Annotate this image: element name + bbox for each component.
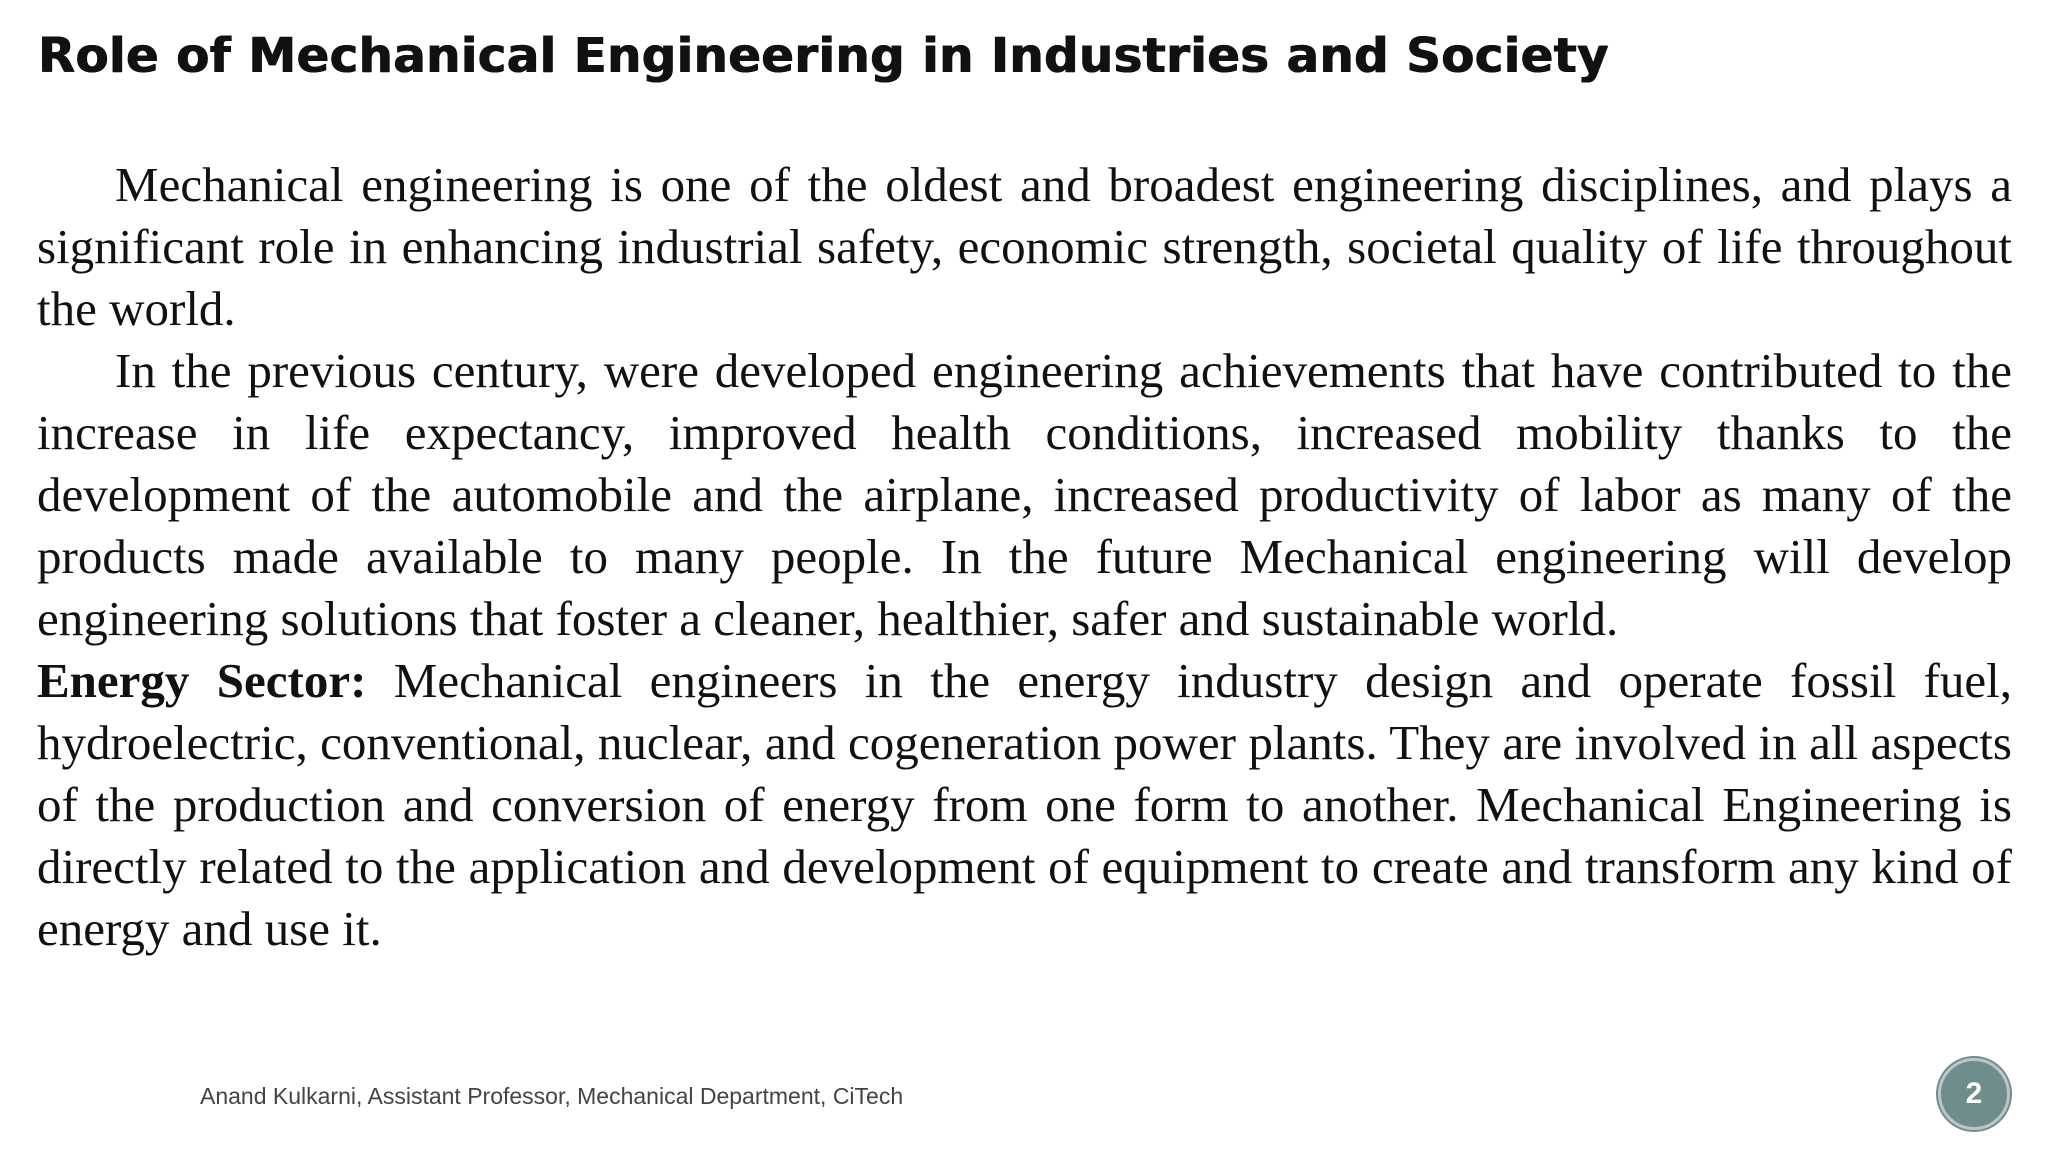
slide-title: Role of Mechanical Engineering in Industries and Society bbox=[38, 28, 1609, 84]
energy-sector-label: Energy Sector: bbox=[37, 653, 367, 708]
paragraph-previous-century: In the previous century, were developed engineering achievements that have contributed to the increase in life expectancy, improved health conditions, increased mobility thanks to the development of the automobile and the airplane, increased productivity of labor as many of the products made available to many people. In the future Mechanical engineering will develop engineering solutions that foster a cleaner, healthier, safer and sustainable world. bbox=[37, 343, 2012, 646]
slide-body bbox=[37, 154, 2012, 960]
page-number-badge bbox=[1938, 1058, 2010, 1130]
paragraph-intro: Mechanical engineering is one of the oldest and broadest engineering disciplines, and plays a significant role in enhancing industrial safety, economic strength, societal quality of life throughout the world. bbox=[37, 157, 2012, 336]
energy-sector-text: Mechanical engineers in the energy industry design and operate fossil fuel, hydroelectric, conventional, nuclear, and cogeneration power plants. They are involved in all aspects of the production and conversion of energy from one form to another. Mechanical Engineering is directly related to the application and development of equipment to create and transform any kind of energy and use it. bbox=[37, 653, 2012, 956]
page-number: 2 bbox=[1965, 1077, 1983, 1110]
paragraph-energy-sector bbox=[37, 650, 2012, 960]
footer-author: Anand Kulkarni, Assistant Professor, Mechanical Department, CiTech bbox=[200, 1083, 904, 1109]
